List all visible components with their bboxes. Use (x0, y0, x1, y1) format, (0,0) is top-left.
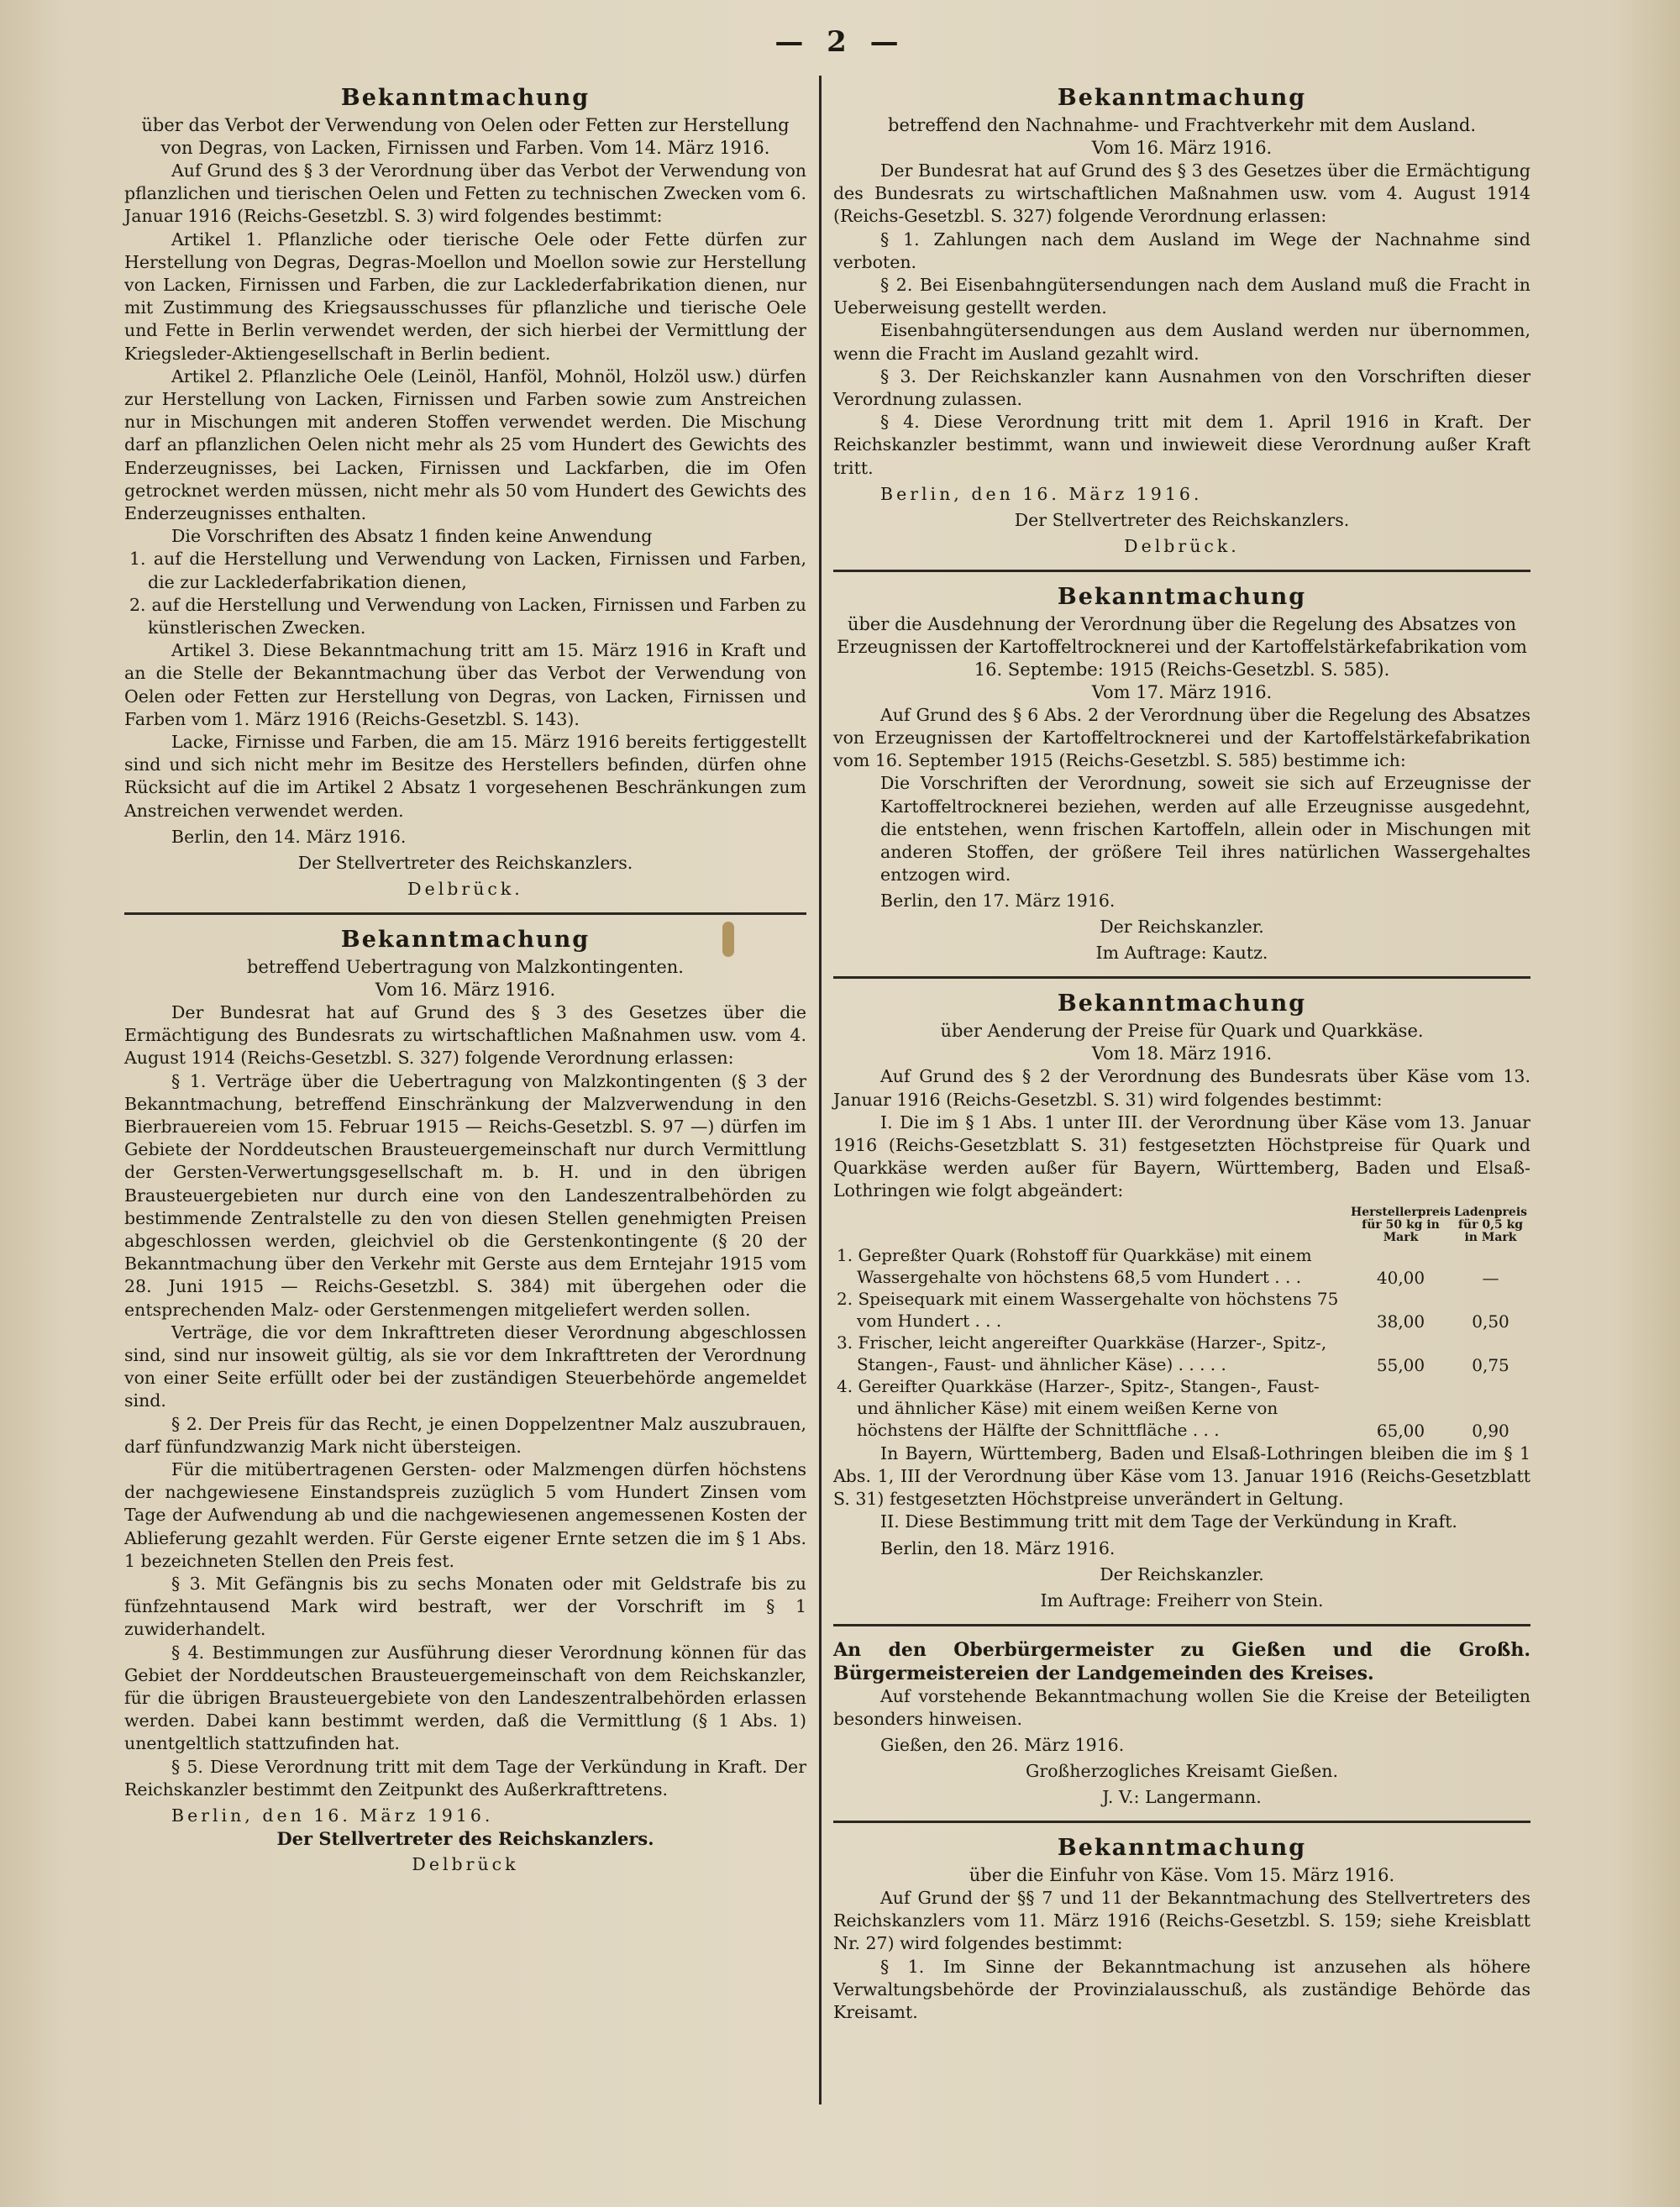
notice-paragraph: I. Die im § 1 Abs. 1 unter III. der Verordnung über Käse vom 13. Januar 1916 (Reichs-Gesetzblatt S. 31) festgesetzten Höchstpreise für Quark und Quarkkäse werden außer für Bayern, Württemberg, Baden und Elsaß-Lothringen wie folgt abgeändert: (833, 1111, 1530, 1201)
signer-name: Im Auftrage: Kautz. (1095, 943, 1268, 964)
notice-paragraph: § 5. Diese Verordnung tritt mit dem Tage der Verkündung in Kraft. Der Reichskanzler bestimmt den Zeitpunkt des Außerkrafttretens. (124, 1756, 806, 1800)
notice-intro: Der Bundesrat hat auf Grund des § 3 des Gesetzes über die Ermächtigung des Bundesrats zu wirtschaftlichen Maßnahmen usw. vom 4. August 1914 (Reichs-Gesetzbl. S. 327) folgende Verordnung erlassen: (124, 1001, 806, 1069)
price-item: 2. Speisequark mit einem Wassergehalte von höchstens 75 vom Hundert . . . (837, 1288, 1339, 1331)
signer-title: Der Stellvertreter des Reichskanzlers. (297, 852, 633, 873)
notice-paragraph: Eisenbahngütersendungen aus dem Ausland werden nur übernommen, wenn die Fracht im Ausland gezahlt wird. (833, 320, 1530, 364)
notice-paragraph: Artikel 1. Pflanzliche oder tierische Oele oder Fette dürfen zur Herstellung von Degras, Degras-Moellon und Moellon sowie zur Herstellung von Lacken, Firnissen und Farben, die zur Lacklederfabrikation dienen, nur mit Zustimmung des Kriegsausschusses für pflanzliche und tierische Oele und Fette in Berlin verwendet werden, der sich hierbei der Vermittlung der Kriegsleder-Aktiengesellschaft in Berlin bedient. (124, 229, 806, 364)
section-rule (833, 1821, 1530, 1823)
place-date: Gießen, den 26. März 1916. (880, 1734, 1125, 1755)
signer-name: Im Auftrage: Freiherr von Stein. (1040, 1590, 1324, 1611)
notice-paragraph: Die Vorschriften des Absatz 1 finden keine Anwendung (171, 526, 653, 547)
left-column (124, 80, 806, 1876)
notice-date: Vom 18. März 1916. (1091, 1043, 1273, 1064)
notice-paragraph: Lacke, Firnisse und Farben, die am 15. März 1916 bereits fertiggestellt sind und sich nicht mehr im Besitze des Herstellers befinden, dürfen ohne Rücksicht auf die im Artikel 2 Absatz 1 vorgesehenen Beschränkungen zum Anstreichen verwendet werden. (124, 732, 806, 821)
column-divider (819, 76, 822, 2105)
notice-quark-prices (833, 991, 1530, 1611)
notice-intro: Der Bundesrat hat auf Grund des § 3 des Gesetzes über die Ermächtigung des Bundesrats zu wirtschaftlichen Maßnahmen usw. vom 4. August 1914 (Reichs-Gesetzbl. S. 327) folgende Verordnung erlassen: (833, 160, 1530, 227)
notice-heading: Bekanntmachung (1057, 991, 1307, 1017)
signer-title: Großherzogliches Kreisamt Gießen. (1026, 1760, 1338, 1781)
notice-paragraph: § 4. Bestimmungen zur Ausführung dieser Verordnung können für das Gebiet der Norddeutschen Brausteuergemeinschaft von dem Reichskanzler, für die übrigen Brausteuergebiete von den Landeszentralbehörden erlassen werden. Dabei kann bestimmt werden, daß die Vermittlung (§ 1 Abs. 1) unentgeltlich stattzufinden hat. (124, 1642, 806, 1754)
section-rule (833, 1624, 1530, 1626)
notice-paragraph: § 3. Der Reichskanzler kann Ausnahmen von den Vorschriften dieser Verordnung zulassen. (833, 365, 1530, 410)
shop-price: 0,75 (1472, 1354, 1509, 1375)
section-rule (124, 912, 806, 915)
producer-price: 65,00 (1376, 1420, 1425, 1441)
notice-paragraph: § 1. Zahlungen nach dem Ausland im Wege der Nachnahme sind verboten. (833, 229, 1530, 272)
notice-malt-quotas (124, 927, 806, 1876)
notice-subtitle: betreffend Uebertragung von Malzkontingenten. (247, 956, 684, 977)
notice-subtitle: über die Ausdehnung der Verordnung über die Regelung des Absatzes von Erzeugnissen der Kartoffeltrocknerei und der Kartoffelstärkefabrikation vom 16. Septembe: 1915 (Reichs-Gesetzbl. S. 585). (837, 613, 1527, 680)
signer-name: J. V.: Langermann. (1102, 1786, 1262, 1807)
notice-heading: Bekanntmachung (340, 85, 591, 111)
signer-name: Delbrück. (407, 878, 523, 899)
notice-subtitle: über das Verbot der Verwendung von Oelen oder Fetten zur Herstellung von Degras, von Lacken, Firnissen und Farben. Vom 14. März 1916. (141, 115, 790, 158)
notice-potato-drying (833, 584, 1530, 965)
notice-paragraph: § 2. Der Preis für das Recht, je einen Doppelzentner Malz auszubrauen, darf fünfundzwanzig Mark nicht übersteigen. (124, 1413, 806, 1457)
place-date: Berlin, den 18. März 1916. (880, 1537, 1116, 1558)
producer-price: 40,00 (1376, 1267, 1425, 1288)
signer-name: Delbrück. (1124, 535, 1240, 556)
right-column (833, 80, 1530, 2024)
notice-subtitle: betreffend den Nachnahme- und Frachtverkehr mit dem Ausland. (888, 115, 1476, 135)
signer-title: Der Stellvertreter des Reichskanzlers. (1014, 509, 1350, 530)
price-row (833, 1332, 1530, 1375)
notice-heading: Bekanntmachung (340, 926, 591, 953)
notice-paragraph: § 2. Bei Eisenbahngütersendungen nach dem Ausland muß die Fracht in Ueberweisung gestellt werden. (833, 275, 1530, 318)
notice-heading: An den Oberbürgermeister zu Gießen und die Großh. Bürgermeistereien der Landgemeinden des Kreises. (833, 1638, 1530, 1684)
signer-title: Der Reichskanzler. (1100, 1563, 1264, 1584)
column-header-producer-price: Herstellerpreis für 50 kg in Mark (1351, 1205, 1451, 1244)
price-table-header (833, 1206, 1530, 1244)
notice-date: Vom 16. März 1916. (375, 979, 556, 1000)
page-number: — 2 — (774, 25, 906, 59)
price-row (833, 1244, 1530, 1288)
notice-subtitle: über die Einfuhr von Käse. Vom 15. März 1916. (969, 1864, 1395, 1885)
producer-price: 38,00 (1376, 1311, 1425, 1332)
notice-date: Vom 16. März 1916. (1091, 138, 1273, 158)
notice-paragraph: Artikel 2. Pflanzliche Oele (Leinöl, Hanföl, Mohnöl, Holzöl usw.) dürfen zur Herstellung von Lacken, Firnissen und Farben sowie zum Anstreichen nur in Mischungen mit anderen Stoffen verwendet werden. Die Mischung darf an pflanzlichen Oelen nicht mehr als 25 vom Hundert des Gewichts des Enderzeugnisses, bei Lacken, Firnissen und Lackfarben, die im Ofen getrocknet werden müssen, nicht mehr als 50 vom Hundert des Gewichts des Enderzeugnisses enthalten. (124, 365, 806, 524)
price-item: 1. Gepreßter Quark (Rohstoff für Quarkkäse) mit einem Wassergehalte von höchstens 68,5 vom Hundert . . . (837, 1244, 1312, 1287)
price-table (833, 1206, 1530, 1441)
notice-paragraph: § 4. Diese Verordnung tritt mit dem 1. April 1916 in Kraft. Der Reichskanzler bestimmt, wann und inwieweit diese Verordnung außer Kraft tritt. (833, 412, 1530, 478)
list-item: 2. auf die Herstellung und Verwendung von Lacken, Firnissen und Farben zu künstlerischen Zwecken. (129, 594, 806, 638)
notice-oils-fats (124, 85, 806, 901)
notice-intro: Auf Grund des § 6 Abs. 2 der Verordnung über die Regelung des Absatzes von Erzeugnissen der Kartoffeltrocknerei und der Kartoffelstärkefabrikation vom 16. September 1915 (Reichs-Gesetzbl. S. 585) bestimme ich: (833, 704, 1530, 771)
notice-cheese-import (833, 1835, 1530, 2024)
notice-paragraph: II. Diese Bestimmung tritt mit dem Tage der Verkündung in Kraft. (880, 1511, 1457, 1532)
notice-heading: Bekanntmachung (1057, 85, 1307, 111)
price-row (833, 1375, 1530, 1441)
notice-paragraph: Verträge, die vor dem Inkrafttreten dieser Verordnung abgeschlossen sind, sind nur insoweit gültig, als sie vor dem Inkrafttreten der Verordnung von einer Seite erfüllt oder bei der zuständigen Steuerbehörde angemeldet sind. (124, 1322, 806, 1411)
notice-intro: Auf Grund des § 2 der Verordnung des Bundesrats über Käse vom 13. Januar 1916 (Reichs-Gesetzbl. S. 31) wird folgendes bestimmt: (833, 1066, 1530, 1110)
producer-price: 55,00 (1376, 1354, 1425, 1375)
notice-paragraph: Für die mitübertragenen Gersten- oder Malzmengen dürfen höchstens der nachgewiesene Einstandspreis zuzüglich 5 vom Hundert Zinsen vom Tage der Aufwendung ab und die nachgewiesenen angemessenen Kosten der Ablieferung gezahlt werden. Für Gerste eigener Ernte setzen die im § 1 Abs. 1 bezeichneten Stellen den Preis fest. (124, 1458, 806, 1571)
notice-paragraph: § 1. Im Sinne der Bekanntmachung ist anzusehen als höhere Verwaltungsbehörde der Provinzialausschuß, als zuständige Behörde das Kreisamt. (833, 1956, 1530, 2022)
notice-paragraph: In Bayern, Württemberg, Baden und Elsaß-Lothringen bleiben die im § 1 Abs. 1, III der Verordnung über Käse vom 13. Januar 1916 (Reichs-Gesetzblatt S. 31) festgesetzten Höchstpreise unverändert in Geltung. (833, 1442, 1530, 1510)
notice-mayors (833, 1638, 1530, 1809)
section-rule (833, 570, 1530, 572)
notice-cod-freight (833, 85, 1530, 558)
notice-date: Vom 17. März 1916. (1091, 681, 1273, 702)
shop-price: 0,50 (1472, 1311, 1509, 1332)
place-date: Berlin, den 16. März 1916. (171, 1805, 494, 1826)
notice-heading: Bekanntmachung (1057, 1834, 1307, 1861)
notice-paragraph: Auf vorstehende Bekanntmachung wollen Sie die Kreise der Beteiligten besonders hinweisen. (833, 1685, 1530, 1729)
column-header-shop-price: Ladenpreis für 0,5 kg in Mark (1453, 1205, 1528, 1244)
price-item: 3. Frischer, leicht angereifter Quarkkäse (Harzer-, Spitz-, Stangen-, Faust- und ähnlicher Käse) . . . . . (837, 1332, 1327, 1374)
signer-title: Der Reichskanzler. (1100, 917, 1264, 938)
notice-paragraph: § 1. Verträge über die Uebertragung von Malzkontingenten (§ 3 der Bekanntmachung, betreffend Einschränkung der Malzverwendung in den Bierbrauereien vom 15. Februar 1915 — Reichs-Gesetzbl. S. 97 —) dürfen im Gebiete der Norddeutschen Brausteuergemeinschaft nur durch Vermittlung der Gersten-Verwertungsgesellschaft m. b. H. und in den übrigen Brausteuergebieten nur durch eine von den Landeszentralbehörden zu bestimmende Zentralstelle zu den von diesen Stellen genehmigten Preisen abgeschlossen werden, gleichviel ob die Gerstenkontingente (§ 20 der Bekanntmachung über den Verkehr mit Gerste aus dem Erntejahr 1915 vom 28. Juni 1915 — Reichs-Gesetzbl. S. 384) mit übergehen oder die entsprechenden Malz- oder Gerstenmengen mitgeliefert werden sollen. (124, 1070, 806, 1320)
signer-title: Der Stellvertreter des Reichskanzlers. (276, 1828, 654, 1849)
list-item: 1. auf die Herstellung und Verwendung von Lacken, Firnissen und Farben, die zur Lacklederfabrikation dienen, (129, 549, 806, 592)
shop-price: 0,90 (1472, 1420, 1509, 1441)
notice-intro: Auf Grund der §§ 7 und 11 der Bekanntmachung des Stellvertreters des Reichskanzlers vom 11. März 1916 (Reichs-Gesetzbl. S. 159; siehe Kreisblatt Nr. 27) wird folgendes bestimmt: (833, 1887, 1530, 1954)
notice-paragraph: Die Vorschriften der Verordnung, soweit sie sich auf Erzeugnisse der Kartoffeltrocknerei beziehen, werden auf alle Erzeugnisse ausgedehnt, die entstehen, wenn frischen Kartoffeln, allein oder in Mischungen mit anderen Stoffen, der größere Teil ihres natürlichen Wassergehaltes entzogen wird. (880, 773, 1530, 885)
signer-name: Delbrück (412, 1854, 519, 1874)
notice-subtitle: über Aenderung der Preise für Quark und Quarkkäse. (940, 1021, 1424, 1042)
place-date: Berlin, den 16. März 1916. (880, 483, 1203, 504)
notice-heading: Bekanntmachung (1057, 583, 1307, 610)
price-row (833, 1288, 1530, 1332)
place-date: Berlin, den 14. März 1916. (171, 826, 407, 847)
notice-paragraph: Artikel 3. Diese Bekanntmachung tritt am 15. März 1916 in Kraft und an die Stelle der Bekanntmachung über das Verbot der Verwendung von Oelen oder Fetten zur Herstellung von Degras, von Lacken, Firnissen und Farben vom 1. März 1916 (Reichs-Gesetzbl. S. 143). (124, 640, 806, 729)
shop-price: — (1482, 1267, 1499, 1288)
place-date: Berlin, den 17. März 1916. (880, 891, 1116, 912)
section-rule (833, 976, 1530, 979)
notice-paragraph: Auf Grund des § 3 der Verordnung über das Verbot der Verwendung von pflanzlichen und tierischen Oelen und Fetten zu technischen Zwecken vom 6. Januar 1916 (Reichs-Gesetzbl. S. 3) wird folgendes bestimmt: (124, 160, 806, 227)
notice-paragraph: § 3. Mit Gefängnis bis zu sechs Monaten oder mit Geldstrafe bis zu fünfzehntausend Mark wird bestraft, wer der Vorschrift im § 1 zuwiderhandelt. (124, 1573, 806, 1640)
price-item: 4. Gereifter Quarkkäse (Harzer-, Spitz-, Stangen-, Faust- und ähnlicher Käse) mit einem weißen Kerne von höchstens der Hälfte der Schnittfläche . . . (837, 1375, 1320, 1440)
